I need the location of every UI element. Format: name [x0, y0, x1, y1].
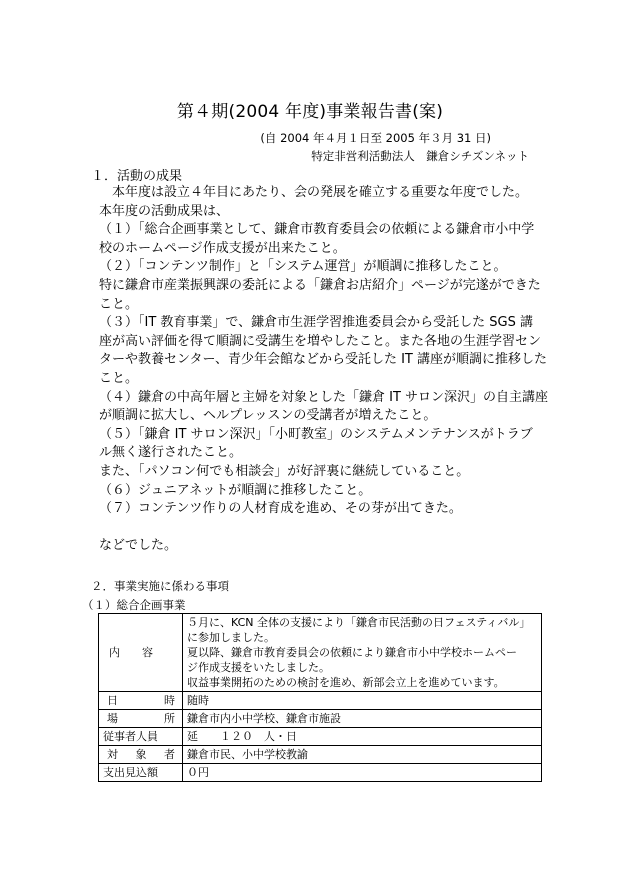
- content-line: 夏以降、鎌倉市教育委員会の依頼により鎌倉市小中学校ホームペー: [187, 646, 517, 659]
- body-line: （７）コンテンツ作りの人材育成を進め、その芽が出てきた。: [99, 501, 462, 517]
- body-line: 本年度の活動成果は、: [99, 203, 230, 219]
- body-line: [99, 519, 539, 538]
- body-line: （６）ジュニアネットが順調に推移したこと。: [99, 482, 372, 498]
- body-line: （１）「総合企画事業として、鎌倉市教育委員会の依頼による鎌倉市小中学: [99, 222, 535, 238]
- row-label: 対象者: [99, 746, 183, 764]
- body-line: こと。: [99, 296, 139, 312]
- row-value: 随時: [183, 692, 542, 710]
- row-label: 支出見込額: [99, 764, 183, 782]
- body-line: （５）「鎌倉 IT サロン深沢」「小町教室」のシステムメンテナンスがトラブ: [99, 426, 533, 442]
- row-label: 従事者人員: [99, 728, 183, 746]
- project-info-table: [98, 613, 542, 782]
- section-1-body: [99, 184, 549, 556]
- body-line: また、「パソコン何でも相談会」が好評裏に継続していること。: [99, 463, 470, 479]
- content-line: ジ作成支援をいたしました。: [187, 661, 330, 674]
- content-label: 内 容: [99, 614, 183, 692]
- table-row: [99, 692, 542, 710]
- organization-name: 特定非営利活動法人 鎌倉シチズンネット: [311, 149, 529, 163]
- row-value: ０円: [183, 764, 542, 782]
- body-line: 校のホームページ作成支援が出来たこと。: [99, 240, 346, 256]
- document-title: 第４期(2004 年度)事業報告書(案): [176, 102, 444, 122]
- table-row: [99, 746, 542, 764]
- body-line: 本年度は設立４年目にあたり、会の発展を確立する重要な年度でした。: [112, 185, 529, 200]
- content-line: ５月に、KCN 全体の支援により「鎌倉市民活動の日フェスティバル」: [187, 616, 531, 629]
- section-1-heading: １．活動の成果: [91, 169, 183, 184]
- body-line: （２）「コンテンツ制作」と「システム運営」が順調に推移したこと。: [99, 259, 507, 275]
- row-value: 延 １２０ 人・日: [183, 728, 542, 746]
- table-row: [99, 710, 542, 728]
- body-line: ターや教養センター、青少年会館などから受託した IT 講座が順調に推移した: [99, 352, 548, 368]
- table-row: [99, 614, 542, 692]
- content-line: に参加しました。: [187, 631, 275, 644]
- body-line: 特に鎌倉市産業振興課の委託による「鎌倉お店紹介」ページが完遂ができた: [99, 277, 541, 293]
- body-line: こと。: [99, 370, 139, 386]
- subsection-1-heading: （１）総合企画事業: [82, 598, 186, 612]
- content-line: 収益事業開拓のための検討を進め、新部会立上を進めています。: [187, 676, 505, 689]
- table-row: [99, 764, 542, 782]
- row-label: 日時: [99, 692, 183, 710]
- row-value: 鎌倉市民、小中学校教諭: [183, 746, 542, 764]
- row-label: 場所: [99, 710, 183, 728]
- body-line: （４）鎌倉の中高年層と主婦を対象とした「鎌倉 IT サロン深沢」の自主講座: [99, 389, 549, 405]
- body-line: が順調に拡大し、ヘルプレッスンの受講者が増えたこと。: [99, 408, 437, 424]
- body-line: などでした。: [99, 538, 178, 554]
- content-value: [183, 614, 542, 692]
- table-row: [99, 728, 542, 746]
- body-line: ル無く遂行されたこと。: [99, 445, 243, 461]
- row-value: 鎌倉市内小中学校、鎌倉市施設: [183, 710, 542, 728]
- body-line: （３）「IT 教育事業」で、鎌倉市生涯学習推進委員会から受託した SGS 講: [99, 315, 533, 331]
- section-2-heading: ２．事業実施に係わる事項: [91, 579, 229, 593]
- report-period: (自 2004 年４月１日至 2005 年３月 31 日): [260, 131, 491, 145]
- body-line: 座が高い評価を得て順調に受講生を増やしたこと。また各地の生涯学習セン: [99, 333, 542, 349]
